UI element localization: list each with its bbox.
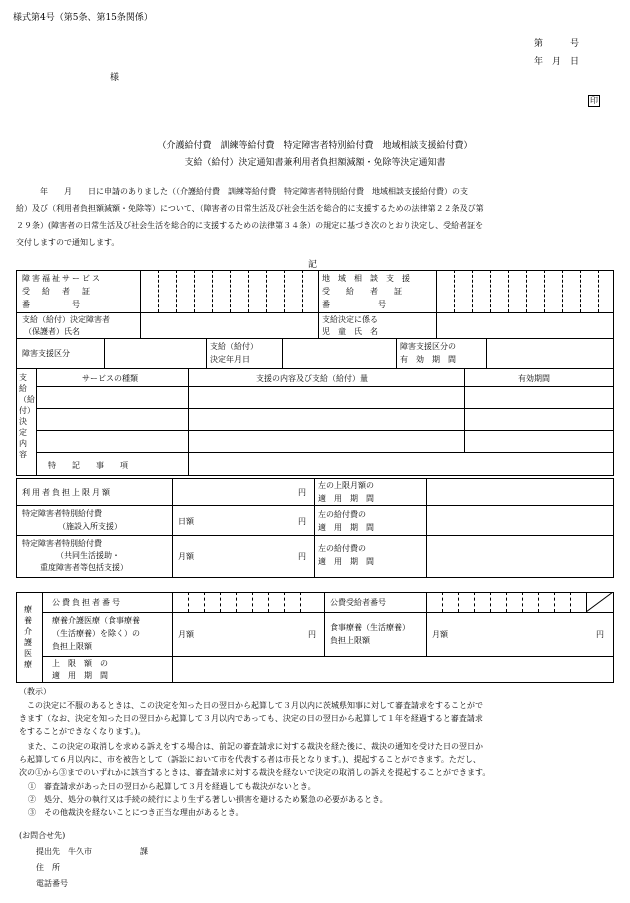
shikyu-kettei-label: 支給（給付）決定障害者 (22, 315, 110, 324)
notice-item: ③ その他裁決を経ないことにつき正当な理由があるとき。 (28, 808, 244, 817)
notice-line: 次の①から③までのいずれかに該当するときは、審査請求に対する裁決を経ないで決定の取消しの訴えを提起することができます。 (19, 768, 491, 777)
jido-name-label: 支給決定に係る (322, 315, 378, 324)
yen-unit: 円 (596, 630, 604, 639)
kyufu-period-label: 左の給付費の (318, 544, 366, 553)
kohi-number-label: 公費負担者番号 (52, 598, 122, 607)
tokutei2-label: 特定障害者特別給付費 (22, 539, 102, 548)
chiiki-number-label: 地 域 相 談 支 援 (322, 274, 410, 283)
seal-icon: 印 (590, 96, 598, 105)
yen-unit: 円 (298, 488, 306, 497)
document-number: 第 号 (534, 39, 580, 49)
ryoyo-side-label: 療養介護医療 (24, 605, 32, 669)
kyufu-period-label: 適 用 期 間 (318, 557, 374, 566)
limit-period-label: 上 限 額 の (52, 659, 108, 668)
ryoyo-limit-label: 療養介護医療（食事療養 (52, 616, 140, 625)
form-id: 様式第4号（第5条、第15条関係） (13, 13, 153, 23)
contact-phone: 電話番号 (36, 879, 68, 888)
kohi-jukyu-number-label: 公費受給者番号 (330, 598, 386, 607)
jukyusha-number-label: 障害福祉サービス (22, 274, 102, 283)
getsugaku-label: 月額 (178, 552, 194, 561)
intro-line: 年 月 日に申請のありました（（介護給付費 訓練等給付費 特定障害者特別給付費 地域相談支援給付費）の支 (16, 187, 468, 196)
tokutei1-label: 特定障害者特別給付費 (22, 509, 102, 518)
intro-line: ２９条）(障害者の日常生活及び社会生活を総合的に支援するための法律第３４条）の規定に基づき次のとおり決定し、受給者証を (16, 221, 484, 230)
nichigaku-label: 日額 (178, 517, 194, 526)
limit-period-label: 適 用 期 間 (52, 671, 108, 680)
ryoyo-limit-label: 負担上限額 (52, 642, 92, 651)
shokuji-limit-label: 負担上限額 (330, 636, 370, 645)
yen-unit: 円 (298, 552, 306, 561)
decision-side-label: 支給（給付）決定内容 (19, 373, 35, 459)
contact-address: 住 所 (36, 863, 60, 872)
notice-line: をすることができなくなります。)。 (19, 727, 146, 736)
ki-label: 記 (308, 260, 318, 270)
notice-line: ら起算して６月以内に、市を被告として（訴訟において市を代表する者は市長となります。)、提起することができます。ただし、 (19, 755, 481, 764)
yen-unit: 円 (298, 517, 306, 526)
contact-submit: 提出先 牛久市 課 (36, 847, 148, 856)
title-line2: 支給（給付）決定通知書兼利用者負担額減額・免除等決定通知書 (184, 158, 446, 168)
futan-limit-label: 利用者負担上限月額 (22, 488, 112, 497)
kubun-period-label: 有 効 期 間 (400, 355, 456, 364)
issue-date: 年 月 日 (534, 57, 580, 67)
notice-heading: （教示） (19, 687, 51, 696)
title-line1: （介護給付費 訓練等給付費 特定障害者特別給付費 地域相談支援給付費） (157, 141, 473, 151)
ryoyo-limit-label: （生活療養）を除く）の (52, 629, 140, 638)
contact-heading: (お問合せ先) (19, 831, 66, 840)
kettei-date-label: 決定年月日 (210, 355, 250, 364)
yen-unit: 円 (308, 630, 316, 639)
jukyusha-number-label: 受 給 者 証 (22, 287, 92, 296)
col-content: 支援の内容及び支給（給付）量 (256, 374, 368, 383)
kyufu-period-label: 適 用 期 間 (318, 523, 374, 532)
notice-line: この決定に不服のあるときは、この決定を知った日の翌日から起算して３月以内に茨城県知事に対して審査請求をすることがで (19, 701, 483, 710)
notice-line: きます（なお、決定を知った日の翌日から起算して３月以内であっても、決定の日の翌日から起算して１年を経過すると審査請求 (19, 714, 483, 723)
getsugaku-label: 月額 (178, 630, 194, 639)
col-service: サービスの種類 (82, 374, 138, 383)
shikyu-kettei-label: （保護者）氏名 (24, 327, 80, 336)
notice-item: ① 審査請求があった日の翌日から起算して３月を経過しても裁決がないとき。 (28, 782, 316, 791)
kyufu-period-label: 左の給付費の (318, 510, 366, 519)
kubun-label: 障害支援区分 (22, 349, 70, 358)
tokutei1-label: （施設入所支援） (58, 522, 122, 531)
kubun-period-label: 障害支援区分の (400, 342, 456, 351)
notice-line: また、この決定の取消しを求める訴えをする場合は、前記の審査請求に対する裁決を経た後に、裁決の通知を受けた日の翌日か (19, 742, 483, 751)
shokuji-limit-label: 食事療養（生活療養） (330, 623, 410, 632)
tokutei2-label: （共同生活援助・ (56, 551, 120, 560)
tokutei2-label: 重度障害者等包括支援） (40, 563, 128, 572)
futan-period-label: 適 用 期 間 (318, 494, 374, 503)
intro-line: 交付しますので通知します。 (16, 238, 120, 247)
jido-name-label: 児 童 氏 名 (322, 327, 378, 336)
futan-period-label: 左の上限月額の (318, 481, 374, 490)
kettei-date-label: 支給（給付） (210, 342, 258, 351)
notice-item: ② 処分、処分の執行又は手続の続行により生ずる著しい損害を避けるため緊急の必要があるとき。 (28, 795, 388, 804)
addressee: 様 (110, 73, 120, 83)
getsugaku-label: 月額 (432, 630, 448, 639)
jukyusha-number-label: 番 号 (22, 300, 82, 309)
tokki-label: 特 記 事 項 (48, 461, 128, 470)
diagonal-slash (586, 592, 614, 613)
chiiki-number-label: 受 給 者 証 (322, 287, 402, 296)
col-period: 有効期間 (518, 374, 550, 383)
chiiki-number-label: 番 号 (322, 300, 386, 309)
intro-line: 給）及び（利用者負担額減額・免除等）について、（障害者の日常生活及び社会生活を総合的に支援するための法律第２２条及び第 (16, 204, 484, 213)
